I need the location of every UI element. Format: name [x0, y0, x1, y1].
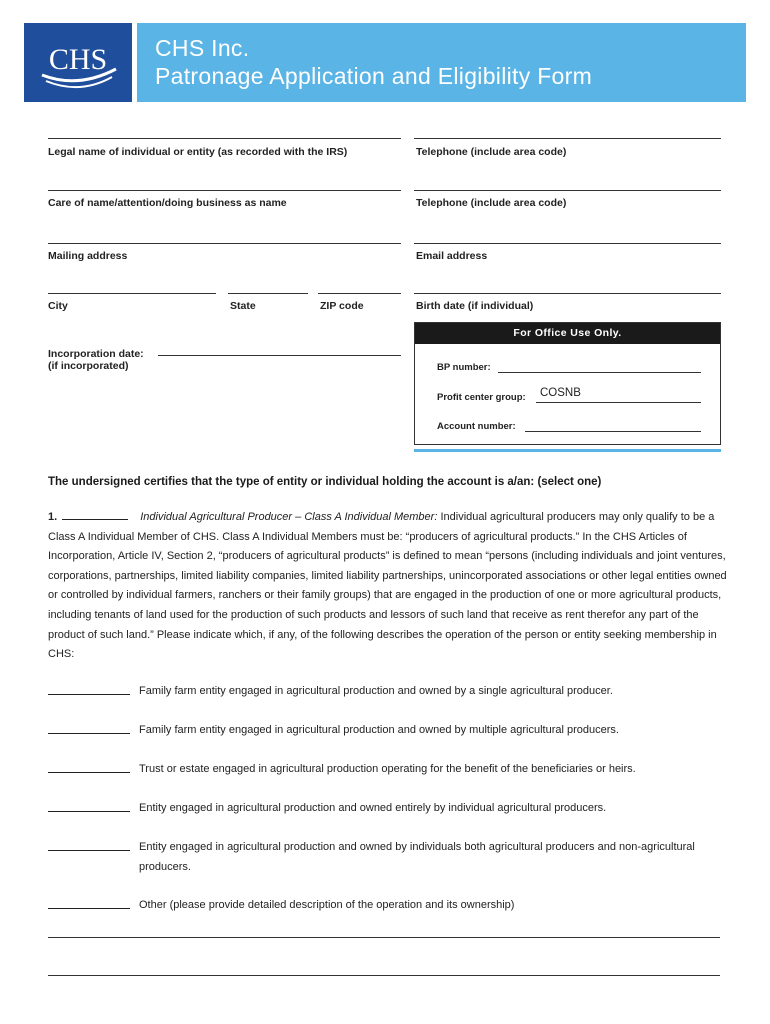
- sub-option-5-text: Entity engaged in agricultural production and owned by individuals both agricultural producers and non-agricultural producers.: [139, 841, 695, 873]
- option-1-paragraph: [48, 508, 732, 665]
- state-label: State: [230, 300, 256, 312]
- legal-name-label: Legal name of individual or entity (as recorded with the IRS): [48, 146, 348, 158]
- sub-option-5-blank[interactable]: [48, 850, 130, 851]
- option-1-blank[interactable]: [62, 510, 128, 520]
- if-incorporated-label: (if incorporated): [48, 360, 129, 372]
- state-field[interactable]: [228, 293, 308, 294]
- sub-option-6-text: Other (please provide detailed description of the operation and its ownership): [139, 899, 515, 911]
- zip-field[interactable]: [318, 293, 401, 294]
- birth-date-label: Birth date (if individual): [416, 300, 534, 312]
- profit-center-value: COSNB: [540, 387, 581, 399]
- city-field[interactable]: [48, 293, 216, 294]
- care-of-label: Care of name/attention/doing business as name: [48, 197, 287, 209]
- birth-date-field[interactable]: [414, 293, 721, 294]
- bp-number-label: BP number:: [437, 362, 491, 373]
- chs-logo-mark: [24, 23, 132, 102]
- profit-center-label: Profit center group:: [437, 392, 526, 403]
- city-label: City: [48, 300, 68, 312]
- logo-text: CHS: [48, 43, 108, 76]
- mailing-address-field[interactable]: [48, 243, 401, 244]
- sub-option-4-text: Entity engaged in agricultural production and owned entirely by individual agricultural producers.: [139, 802, 607, 814]
- incorporation-date-label: Incorporation date:: [48, 348, 144, 360]
- divider-rule: [414, 449, 721, 452]
- telephone-field-1[interactable]: [414, 138, 721, 139]
- sub-option-3-text: Trust or estate engaged in agricultural production operating for the benefit of the beneficiaries or heirs.: [139, 763, 636, 775]
- legal-name-field[interactable]: [48, 138, 401, 139]
- profit-center-field[interactable]: [536, 402, 701, 403]
- sub-option-1-text: Family farm entity engaged in agricultural production and owned by a single agricultural producer.: [139, 685, 613, 697]
- sub-option-2-text: Family farm entity engaged in agricultural production and owned by multiple agricultural producers.: [139, 724, 619, 736]
- office-use-heading: For Office Use Only.: [415, 323, 720, 344]
- incorporation-date-field[interactable]: [158, 355, 401, 356]
- sub-option-6-blank[interactable]: [48, 908, 130, 909]
- care-of-field[interactable]: [48, 190, 401, 191]
- description-line-1[interactable]: [48, 937, 720, 938]
- company-title: CHS Inc.: [155, 35, 250, 61]
- form-title: Patronage Application and Eligibility Form: [155, 63, 593, 89]
- certify-heading: The undersigned certifies that the type of entity or individual holding the account is a/an: (select one): [48, 476, 602, 488]
- chs-logo: [24, 23, 132, 102]
- email-address-label: Email address: [416, 250, 488, 262]
- option-1-title: Individual Agricultural Producer – Class A Individual Member:: [140, 511, 438, 523]
- title-banner: [137, 23, 746, 102]
- telephone-field-2[interactable]: [414, 190, 721, 191]
- bp-number-field[interactable]: [498, 372, 701, 373]
- option-1-number: 1.: [48, 511, 58, 523]
- option-1-body: Individual agricultural producers may only qualify to be a Class A Individual Member of CHS. Class A Individual Members must be: “producers of agricultural products.” In the CHS Articles of Incorporation, Article IV, Section 2, “producers of agricultural products” is defined to mean “persons (including individuals and joint ventures, corporations, partnerships, limited liability companies, limited liability partnerships, unincorporated associations or other legal entities owned or controlled by individual farmers, ranchers or their family groups) that are engaged in the production of one or more agricultural products, including tenants of land used for the production of such products and lessors of such land that receive as rent therefor any part of the product of such land.” Please indicate which, if any, of the following describes the operation of the person or entity seeking membership in CHS:: [48, 511, 727, 661]
- telephone-label-1: Telephone (include area code): [416, 146, 567, 158]
- email-address-field[interactable]: [414, 243, 721, 244]
- sub-option-1-blank[interactable]: [48, 694, 130, 695]
- account-number-label: Account number:: [437, 421, 516, 432]
- description-line-2[interactable]: [48, 975, 720, 976]
- mailing-address-label: Mailing address: [48, 250, 128, 262]
- sub-option-2-blank[interactable]: [48, 733, 130, 734]
- telephone-label-2: Telephone (include area code): [416, 197, 567, 209]
- zip-label: ZIP code: [320, 300, 364, 312]
- account-number-field[interactable]: [525, 431, 701, 432]
- sub-option-3-blank[interactable]: [48, 772, 130, 773]
- sub-option-4-blank[interactable]: [48, 811, 130, 812]
